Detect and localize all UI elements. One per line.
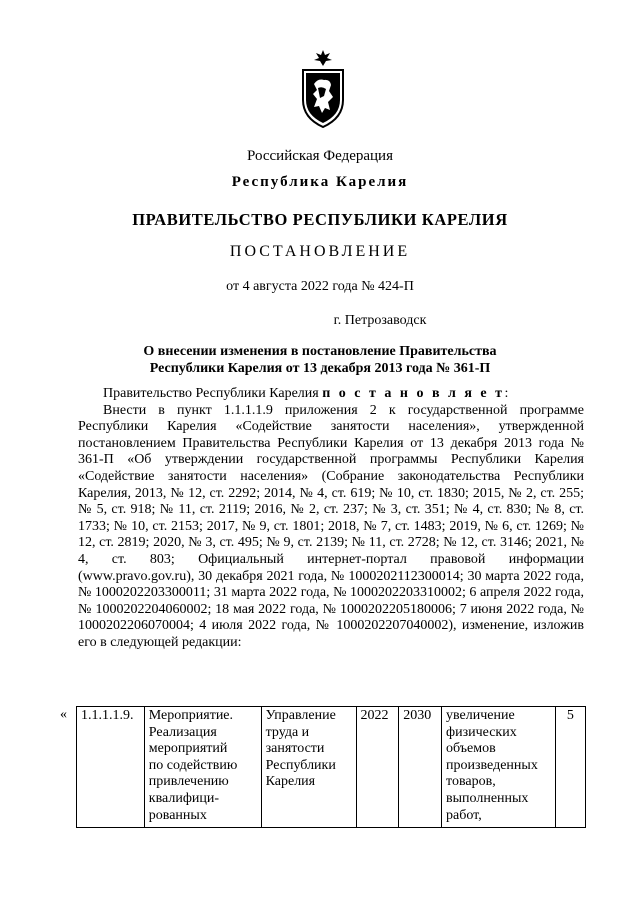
cell-number [77,707,145,828]
resolves-word: п о с т а н о в л я е т [322,386,505,401]
cell-link [555,707,585,828]
cell-number-text: 1.1.1.1.9. [81,708,134,723]
intro-suffix: : [504,386,509,401]
federation-label: Российская Федерация [247,148,393,164]
cell-year-start [356,707,399,828]
main-paragraph: Внести в пункт 1.1.1.1.9 приложения 2 к государственной программе Республики Карелия «Содействие занятости населения», утвержденной постановлением Правительства Республики Карелия от 13 декабря 2013 года № 361-П «Об утверждении государственной программы Республики Карелия «Содействие занятости населения» (Собрание законодательства Республики Карелия, 2013, № 12, ст. 2292; 2014, № 4, ст. 619; № 10, ст. 1830; 2015, № 2, ст. 255; № 5, ст. 918; № 11, ст. 2119; 2016, № 2, ст. 237; № 3, ст. 351; № 4, ст. 830; № 8, ст. 1733; № 10, ст. 2153; 2017, № 9, ст. 1801; 2018, № 7, ст. 1483; 2019, № 6, ст. 1269; № 12, ст. 2819; 2020, № 3, ст. 495; № 9, ст. 2139; № 11, ст. 2728; № 12, ст. 3146; 2021, № 4, ст. 803; Официальный интернет-портал правовой информации (www.pravo.gov.ru), 30 декабря 2021 года, № 1000202112300014; 30 марта 2022 года, № 1000202203300011; 31 марта 2022 года, № 1000202203310002; 6 апреля 2022 года, № 1000202204060002; 18 мая 2022 года, № 1000202205180006; 7 июня 2022 года, № 1000202206070004; 4 июля 2022 года, № 1000202207040002), изменение, изложив его в следующей редакции: [78,402,584,650]
government-title: ПРАВИТЕЛЬСТВО РЕСПУБЛИКИ КАРЕЛИЯ [132,210,508,229]
cell-link-text: 5 [566,708,574,723]
cell-executor-text: Управление труда и занятости Республики Карелия [265,708,336,790]
document-body [78,386,584,652]
intro-line [78,386,584,403]
document-title [0,343,640,377]
cell-year-start-text: 2022 [360,708,389,723]
opening-quote: « [60,707,67,722]
cell-activity [144,707,261,828]
cell-year-end-text: 2030 [403,708,432,723]
cell-executor [261,707,356,828]
intro-prefix: Правительство Республики Карелия [103,386,323,401]
republic-label: Республика Карелия [231,174,409,190]
date-number: от 4 августа 2022 года № 424-П [226,279,414,294]
cell-activity-text: Мероприятие. Реализация мероприятий по содействию привлечению квалифици- рованных [148,708,238,823]
document-title-text: О внесении изменения в постановление Правительства Республики Карелия от 13 декабря 2013 года № 361-П [143,344,497,376]
cell-result [442,707,556,828]
amendment-table [76,706,586,828]
city-label: г. Петрозаводск [333,313,427,328]
cell-result-text: увеличение физических объемов произведенных товаров, выполненных работ, [446,708,538,823]
coat-of-arms-emblem [300,50,346,128]
document-type: ПОСТАНОВЛЕНИЕ [229,243,411,260]
cell-year-end [399,707,442,828]
table-row [77,707,586,828]
